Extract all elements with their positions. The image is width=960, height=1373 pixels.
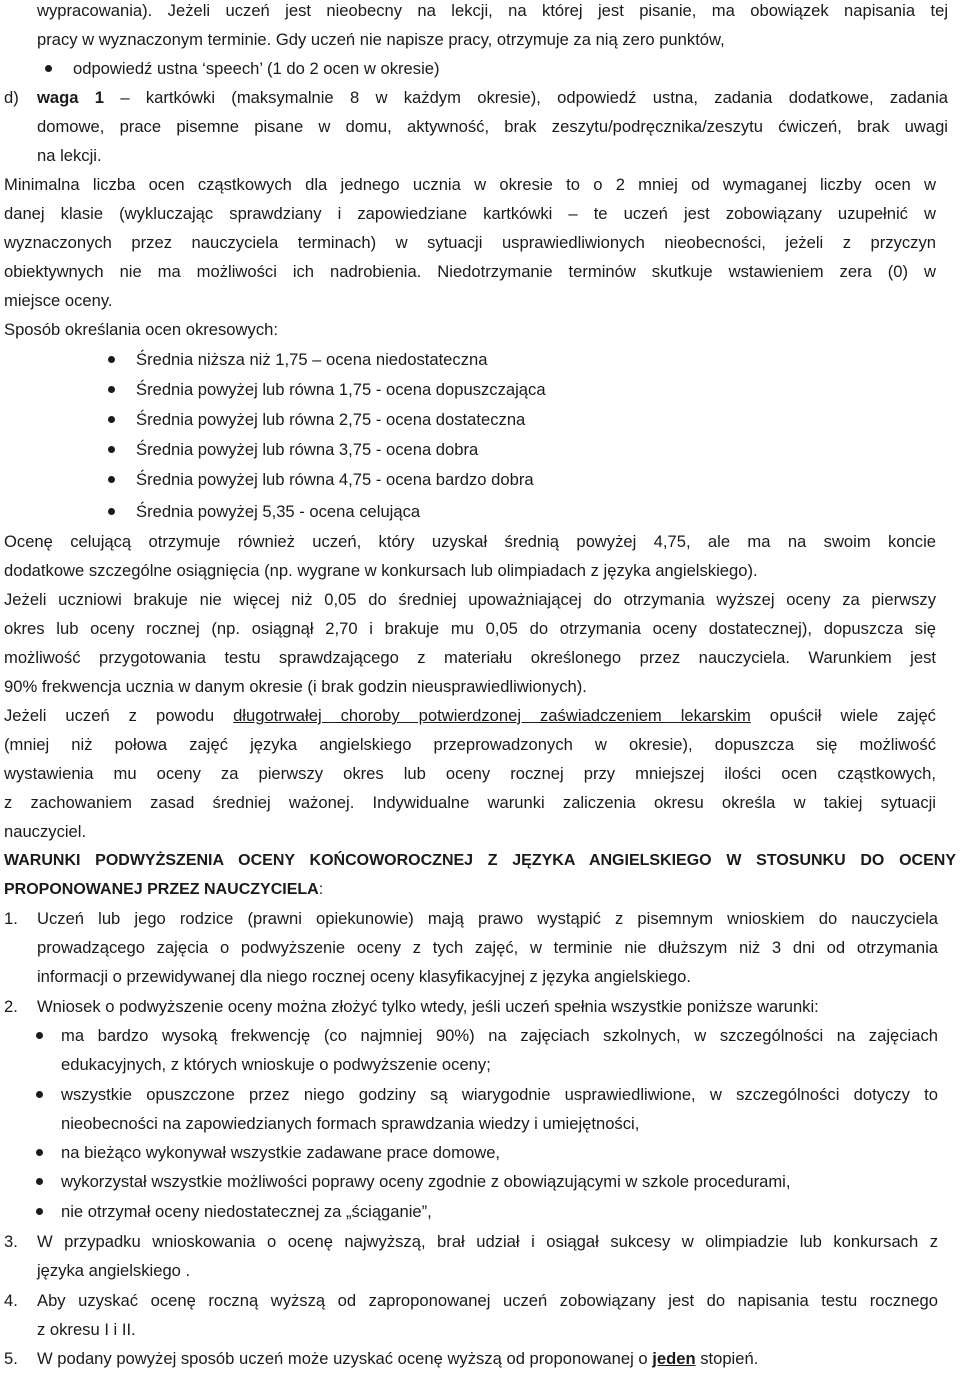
text-line: nauczyciel. [4,822,87,841]
text-line: Wniosek o podwyższenie oceny można złożyć tylko wtedy, jeśli uczeń spełnia wszystkie poniższe warunki: [37,997,819,1016]
list-number: 5. [4,1349,18,1368]
grade-rule: Średnia powyżej lub równa 3,75 - ocena dobra [136,440,479,459]
grade-rule: Średnia powyżej lub równa 4,75 - ocena bardzo dobra [136,470,534,489]
section-heading: Sposób określania ocen okresowych: [4,320,278,339]
text-line: z okresu I i II. [37,1320,136,1339]
text-fragment: W podany powyżej sposób uczeń może uzyskać ocenę wyższą od proponowanej o [37,1349,653,1368]
list-number: 1. [4,909,18,928]
heading-text: PROPONOWANEJ PRZEZ NAUCZYCIELA [4,881,319,898]
condition-item: nie otrzymał oceny niedostatecznej za „ściąganie”, [61,1202,432,1221]
text-line: miejsce oceny. [4,291,113,310]
weight-label: waga 1 [37,88,105,107]
heading-colon: : [318,881,324,898]
text-line: Minimalna liczba ocen cząstkowych dla jednego ucznia w okresie to o 2 mniej od wymaganej liczby ocen w [4,175,936,194]
bullet-icon [108,356,115,363]
text-fragment: opuścił wiele zajęć [750,706,936,725]
text-line: wyznaczonych przez nauczyciela terminach) w sytuacji usprawiedliwionych nieobecności, jeżeli z przyczyn [4,233,936,252]
text-line: (mniej niż połowa zajęć języka angielskiego przeprowadzonych w okresie), dopuszcza się możliwość [4,735,936,754]
section-heading [4,875,323,904]
bullet-icon [36,1178,43,1185]
bullet-icon [45,65,52,72]
text-line: prowadzącego zajęcia o podwyższenie oceny z tych zajęć, w terminie nie dłuższym niż 3 dni od otrzymania [37,938,938,957]
text-line: Uczeń lub jego rodzice (prawni opiekunowie) mają prawo wystąpić z pisemnym wnioskiem do nauczyciela [37,909,938,928]
grade-rule: Średnia powyżej 5,35 - ocena celująca [136,502,421,521]
text-line: z zachowaniem zasad średniej ważonej. Indywidualne warunki zaliczenia okresu określa w takiej sytuacji [4,793,936,812]
text-line: Ocenę celującą otrzymuje również uczeń, który uzyskał średnią powyżej 4,75, ale ma na swoim koncie [4,532,936,551]
list-number: 2. [4,997,18,1016]
bullet-icon [36,1149,43,1156]
text-line: obiektywnych nie ma możliwości ich nadrobienia. Niedotrzymanie terminów skutkuje wstawieniem zera (0) w [4,262,936,281]
text-line [37,1344,758,1373]
emphasized-word: jeden [652,1349,696,1368]
list-number: 3. [4,1232,18,1251]
bullet-icon [108,508,115,515]
text-line: domowe, prace pisemne pisane w domu, aktywność, brak zeszytu/podręcznika/zeszytu ćwiczeń, brak uwagi [37,117,948,136]
text-line: okres lub oceny rocznej (np. osiągnął 2,70 i brakuje mu 0,05 do otrzymania oceny dostatecznej), dopuszcza się [4,619,936,638]
text-line: języka angielskiego . [37,1261,191,1280]
condition-item: edukacyjnych, z których wnioskuje o podwyższenie oceny; [61,1055,491,1074]
text-line: danej klasie (wykluczając sprawdziany i zapowiedziane kartkówki – te uczeń jest zobowiązany uzupełnić w [4,204,936,223]
bullet-icon [108,386,115,393]
condition-item: wykorzystał wszystkie możliwości poprawy oceny zgodnie z obowiązującymi w szkole procedurami, [61,1172,791,1191]
text-line [4,701,936,730]
bullet-icon [36,1091,43,1098]
text-line: dodatkowe szczególne osiągnięcia (np. wygrane w konkursach lub olimpiadach z języka angielskiego). [4,561,758,580]
text-line: na lekcji. [37,146,102,165]
list-marker: d) [4,88,19,107]
underlined-phrase: długotrwałej choroby potwierdzonej zaświadczeniem lekarskim [233,706,751,725]
text-line [37,83,948,112]
text-line: Aby uzyskać ocenę roczną wyższą od zaproponowanej uczeń zobowiązany jest do napisania testu rocznego [37,1291,938,1310]
condition-item: na bieżąco wykonywał wszystkie zadawane prace domowe, [61,1143,501,1162]
bullet-icon [36,1208,43,1215]
bullet-icon [36,1032,43,1039]
bullet-icon [108,416,115,423]
text-line: informacji o przewidywanej dla niego rocznej oceny klasyfikacyjnej z języka angielskiego. [37,967,691,986]
text-fragment: stopień. [695,1349,759,1368]
text-line: wystawienia mu oceny za pierwszy okres lub oceny rocznej przy mniejszej ilości ocen cząstkowych, [4,764,936,783]
text-line: 90% frekwencja ucznia w danym okresie (i brak godzin nieusprawiedliwionych). [4,677,587,696]
grade-rule: Średnia powyżej lub równa 2,75 - ocena dostateczna [136,410,526,429]
text-line: możliwość przygotowania testu sprawdzającego z materiału określonego przez nauczyciela. Warunkiem jest [4,648,936,667]
text-line: wypracowania). Jeżeli uczeń jest nieobecny na lekcji, na której jest pisanie, ma obowiązek napisania tej [37,1,948,20]
text-line: W przypadku wnioskowania o ocenę najwyższą, brał udział i osiągał sukcesy w olimpiadzie lub konkursach z [37,1232,938,1251]
text-fragment: Jeżeli uczeń z powodu [4,706,234,725]
condition-item: wszystkie opuszczone przez niego godziny są wiarygodnie usprawiedliwione, w szczególności dotyczy to [61,1085,938,1104]
bullet-icon [108,476,115,483]
condition-item: nieobecności na zapowiedzianych formach sprawdzania wiedzy i umiejętności, [61,1114,640,1133]
bullet-text: odpowiedź ustna ‘speech’ (1 do 2 ocen w okresie) [73,59,440,78]
grade-rule: Średnia powyżej lub równa 1,75 - ocena dopuszczająca [136,380,546,399]
section-heading: WARUNKI PODWYŻSZENIA OCENY KOŃCOWOROCZNEJ Z JĘZYKA ANGIELSKIEGO W STOSUNKU DO OCENY [4,852,956,869]
bullet-icon [108,446,115,453]
text-line: Jeżeli uczniowi brakuje nie więcej niż 0,05 do średniej upoważniającej do otrzymania wyższej oceny za pierwszy [4,590,936,609]
condition-item: ma bardzo wysoką frekwencję (co najmniej 90%) na zajęciach szkolnych, w szczególności na zajęciach [61,1026,938,1045]
weight-description: – kartkówki (maksymalnie 8 w każdym okresie), odpowiedź ustna, zadania dodatkowe, zadania [104,88,948,107]
text-line: pracy w wyznaczonym terminie. Gdy uczeń nie napisze pracy, otrzymuje za nią zero punktów, [37,30,725,49]
grade-rule: Średnia niższa niż 1,75 – ocena niedostateczna [136,350,488,369]
list-number: 4. [4,1291,18,1310]
